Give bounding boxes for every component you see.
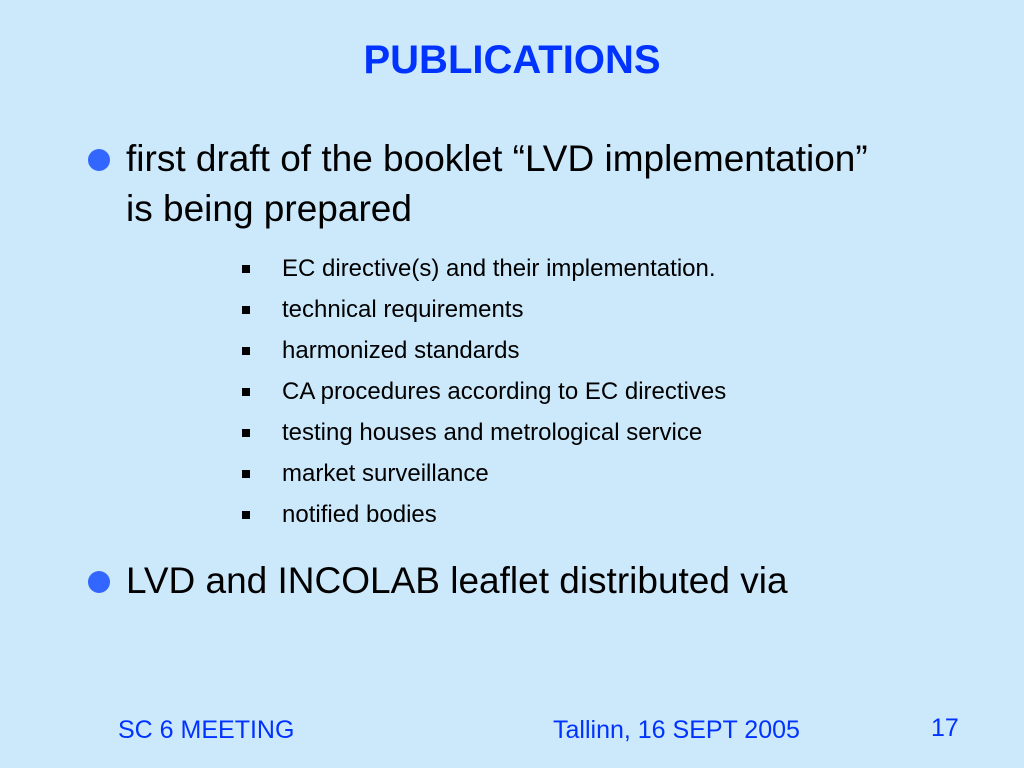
sub-bullet-item (242, 289, 726, 330)
bullet-item (88, 556, 886, 606)
sub-bullet-text: technical requirements (282, 295, 524, 323)
sub-bullet-text: EC directive(s) and their implementation. (282, 254, 716, 282)
footer-location-date: Tallinn, 16 SEPT 2005 (553, 716, 800, 744)
bullet-dot-icon (88, 149, 110, 171)
square-bullet-icon (242, 306, 250, 314)
square-bullet-icon (242, 429, 250, 437)
sub-bullet-item (242, 453, 726, 494)
sub-bullet-text: CA procedures according to EC directives (282, 377, 727, 405)
sub-bullet-text: testing houses and metrological service (282, 418, 703, 446)
sub-bullet-text: harmonized standards (282, 336, 520, 364)
sub-bullet-item (242, 494, 726, 535)
sub-bullet-item (242, 248, 726, 289)
slide-title: PUBLICATIONS (363, 38, 661, 82)
sub-bullet-text: notified bodies (282, 500, 437, 528)
square-bullet-icon (242, 265, 250, 273)
square-bullet-icon (242, 388, 250, 396)
footer-meeting-label: SC 6 MEETING (118, 716, 295, 744)
sub-bullet-item (242, 412, 726, 453)
square-bullet-icon (242, 511, 250, 519)
bullet-text: LVD and INCOLAB leaflet distributed via (126, 560, 788, 601)
sub-bullet-item (242, 371, 726, 412)
square-bullet-icon (242, 470, 250, 478)
sub-bullet-text: market surveillance (282, 459, 489, 487)
sub-bullet-list (242, 248, 726, 535)
sub-bullet-item (242, 330, 726, 371)
bullet-dot-icon (88, 571, 110, 593)
page-number: 17 (931, 714, 959, 742)
square-bullet-icon (242, 347, 250, 355)
bullet-text: first draft of the booklet “LVD implementation” is being prepared (126, 138, 868, 229)
bullet-item (88, 134, 886, 234)
